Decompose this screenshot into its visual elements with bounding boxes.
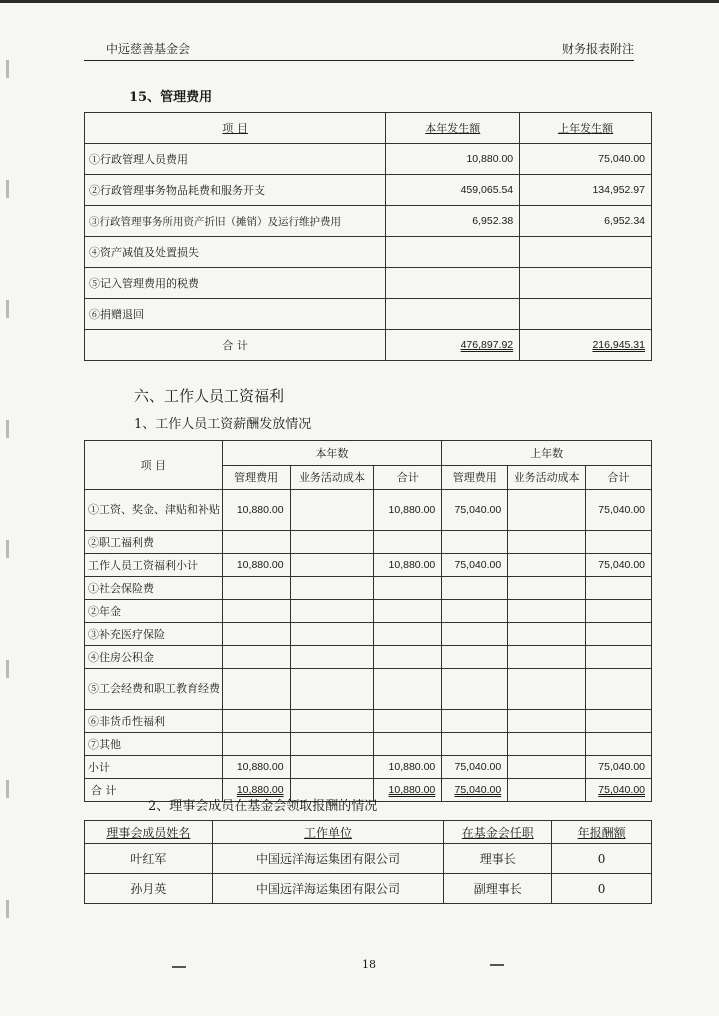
cell xyxy=(585,710,651,733)
col-header-last-year: 上年发生额 xyxy=(520,113,652,144)
cell xyxy=(585,646,651,669)
cell xyxy=(290,490,374,531)
cell xyxy=(508,623,586,646)
cell xyxy=(222,710,290,733)
cell: 75,040.00 xyxy=(585,490,651,531)
table-row xyxy=(85,577,652,600)
cell xyxy=(508,577,586,600)
table-row xyxy=(85,144,652,175)
cell xyxy=(374,710,442,733)
sub-header: 合计 xyxy=(585,465,651,490)
member-position: 副理事长 xyxy=(444,874,552,904)
top-edge-line xyxy=(0,0,719,3)
total-value: 75,040.00 xyxy=(454,784,502,796)
member-pay: 0 xyxy=(552,874,652,904)
row-label: ①行政管理人员费用 xyxy=(85,144,386,175)
row-label: 小计 xyxy=(85,756,223,779)
table-row xyxy=(85,646,652,669)
page-header xyxy=(84,36,634,61)
col-header-item: 项 目 xyxy=(85,113,386,144)
section-6-2-title: 2、理事会成员在基金会领取报酬的情况 xyxy=(148,799,378,814)
table-row xyxy=(85,710,652,733)
cell xyxy=(508,600,586,623)
cell xyxy=(442,531,508,554)
sub-header: 管理费用 xyxy=(222,465,290,490)
table-header-row xyxy=(85,821,652,844)
cell xyxy=(508,646,586,669)
this-year-total-cell xyxy=(386,330,520,361)
last-year-value xyxy=(520,299,652,330)
this-year-total: 476,897.92 xyxy=(460,339,514,351)
section-6-title: 六、工作人员工资福利 xyxy=(134,387,285,405)
row-label: ②行政管理事务物品耗费和服务开支 xyxy=(85,175,386,206)
cell xyxy=(290,669,374,710)
cell xyxy=(508,490,586,531)
cell: 10,880.00 xyxy=(374,554,442,577)
total-cell xyxy=(374,779,442,802)
subtotal-row xyxy=(85,756,652,779)
scan-mark xyxy=(490,964,504,966)
member-employer: 中国远洋海运集团有限公司 xyxy=(212,844,444,874)
cell xyxy=(290,623,374,646)
total-row xyxy=(85,330,652,361)
cell: 10,880.00 xyxy=(222,756,290,779)
cell xyxy=(585,600,651,623)
table-row xyxy=(85,299,652,330)
table-row xyxy=(85,206,652,237)
total-cell xyxy=(508,779,586,802)
this-year-value xyxy=(386,237,520,268)
total-label: 合 计 xyxy=(85,330,386,361)
col-header-annual-pay: 年报酬额 xyxy=(552,821,652,844)
total-value: 10,880.00 xyxy=(236,784,284,796)
header-org: 中远慈善基金会 xyxy=(106,42,191,56)
member-name: 叶红军 xyxy=(85,844,213,874)
member-name: 孙月英 xyxy=(85,874,213,904)
row-label: ③补充医疗保险 xyxy=(85,623,223,646)
cell: 75,040.00 xyxy=(585,756,651,779)
last-year-value: 75,040.00 xyxy=(520,144,652,175)
last-year-value xyxy=(520,237,652,268)
row-label: ③行政管理事务所用资产折旧（摊销）及运行维护费用 xyxy=(85,206,386,237)
table-row xyxy=(85,733,652,756)
cell: 75,040.00 xyxy=(585,554,651,577)
cell xyxy=(585,577,651,600)
cell xyxy=(374,623,442,646)
cell xyxy=(290,646,374,669)
cell xyxy=(222,600,290,623)
col-header-employer: 工作单位 xyxy=(212,821,444,844)
table-row xyxy=(85,554,652,577)
cell xyxy=(442,623,508,646)
cell xyxy=(374,733,442,756)
sub-header: 业务活动成本 xyxy=(508,465,586,490)
this-year-value xyxy=(386,268,520,299)
cell xyxy=(222,733,290,756)
cell: 75,040.00 xyxy=(442,756,508,779)
cell xyxy=(222,623,290,646)
board-compensation-table xyxy=(84,820,652,904)
member-employer: 中国远洋海运集团有限公司 xyxy=(212,874,444,904)
row-label: ②职工福利费 xyxy=(85,531,223,554)
last-year-total-cell xyxy=(520,330,652,361)
row-label: ①社会保险费 xyxy=(85,577,223,600)
cell: 10,880.00 xyxy=(222,554,290,577)
cell xyxy=(508,756,586,779)
cell xyxy=(290,531,374,554)
cell xyxy=(442,577,508,600)
table-row xyxy=(85,268,652,299)
col-header-this-year: 本年发生额 xyxy=(386,113,520,144)
table-row xyxy=(85,874,652,904)
table-row xyxy=(85,237,652,268)
row-label: ①工资、奖金、津贴和补贴 xyxy=(85,490,223,531)
cell xyxy=(442,600,508,623)
cell xyxy=(290,756,374,779)
cell xyxy=(374,600,442,623)
table-row xyxy=(85,669,652,710)
this-year-value: 10,880.00 xyxy=(386,144,520,175)
scan-margin-marks xyxy=(6,0,9,1016)
cell xyxy=(442,710,508,733)
total-value: 10,880.00 xyxy=(388,784,436,796)
cell xyxy=(374,531,442,554)
cell xyxy=(290,554,374,577)
table-row xyxy=(85,490,652,531)
row-label: ④住房公积金 xyxy=(85,646,223,669)
cell xyxy=(374,577,442,600)
cell xyxy=(222,531,290,554)
section-15-title: 15、管理费用 xyxy=(129,90,213,105)
cell xyxy=(585,531,651,554)
table-row xyxy=(85,844,652,874)
wage-item-header: 项 目 xyxy=(85,441,223,490)
last-year-value: 134,952.97 xyxy=(520,175,652,206)
row-label: ⑤工会经费和职工教育经费 xyxy=(85,669,223,710)
this-year-value: 6,952.38 xyxy=(386,206,520,237)
col-header-name: 理事会成员姓名 xyxy=(85,821,213,844)
this-year-value: 459,065.54 xyxy=(386,175,520,206)
scan-mark xyxy=(172,966,186,968)
sub-header: 合计 xyxy=(374,465,442,490)
cell xyxy=(374,669,442,710)
cell xyxy=(508,531,586,554)
cell xyxy=(508,733,586,756)
cell xyxy=(442,733,508,756)
wage-table xyxy=(84,440,652,802)
cell xyxy=(508,710,586,733)
this-year-group-header: 本年数 xyxy=(222,441,442,466)
cell xyxy=(290,600,374,623)
row-label: ④资产减值及处置损失 xyxy=(85,237,386,268)
last-year-value xyxy=(520,268,652,299)
row-label: ⑤记入管理费用的税费 xyxy=(85,268,386,299)
total-label: 合 计 xyxy=(85,779,223,802)
row-label: ⑥非货币性福利 xyxy=(85,710,223,733)
table-row xyxy=(85,175,652,206)
row-label: 工作人员工资福利小计 xyxy=(85,554,223,577)
total-value: 75,040.00 xyxy=(598,784,645,796)
cell xyxy=(290,710,374,733)
management-expense-table xyxy=(84,112,652,361)
page-number: 18 xyxy=(362,958,376,971)
cell xyxy=(585,623,651,646)
member-pay: 0 xyxy=(552,844,652,874)
wage-header-row-1 xyxy=(85,441,652,466)
cell xyxy=(222,646,290,669)
table-header-row xyxy=(85,113,652,144)
cell xyxy=(290,577,374,600)
last-year-group-header: 上年数 xyxy=(442,441,652,466)
sub-header: 业务活动成本 xyxy=(290,465,374,490)
section-6-1-title: 1、工作人员工资薪酬发放情况 xyxy=(134,417,312,432)
cell xyxy=(508,554,586,577)
table-row xyxy=(85,623,652,646)
cell xyxy=(442,646,508,669)
cell: 75,040.00 xyxy=(442,490,508,531)
row-label: ②年金 xyxy=(85,600,223,623)
cell xyxy=(290,733,374,756)
total-cell xyxy=(585,779,651,802)
cell xyxy=(508,669,586,710)
cell xyxy=(374,646,442,669)
last-year-value: 6,952.34 xyxy=(520,206,652,237)
col-header-position: 在基金会任职 xyxy=(444,821,552,844)
member-position: 理事长 xyxy=(444,844,552,874)
table-row xyxy=(85,600,652,623)
cell: 75,040.00 xyxy=(442,554,508,577)
cell xyxy=(222,577,290,600)
table-row xyxy=(85,531,652,554)
cell: 10,880.00 xyxy=(374,490,442,531)
sub-header: 管理费用 xyxy=(442,465,508,490)
cell: 10,880.00 xyxy=(374,756,442,779)
row-label: ⑥捐赠退回 xyxy=(85,299,386,330)
last-year-total: 216,945.31 xyxy=(592,339,645,351)
header-doc-title: 财务报表附注 xyxy=(561,42,634,56)
cell xyxy=(222,669,290,710)
cell xyxy=(442,669,508,710)
this-year-value xyxy=(386,299,520,330)
cell: 10,880.00 xyxy=(222,490,290,531)
total-cell xyxy=(442,779,508,802)
cell xyxy=(585,733,651,756)
row-label: ⑦其他 xyxy=(85,733,223,756)
cell xyxy=(585,669,651,710)
